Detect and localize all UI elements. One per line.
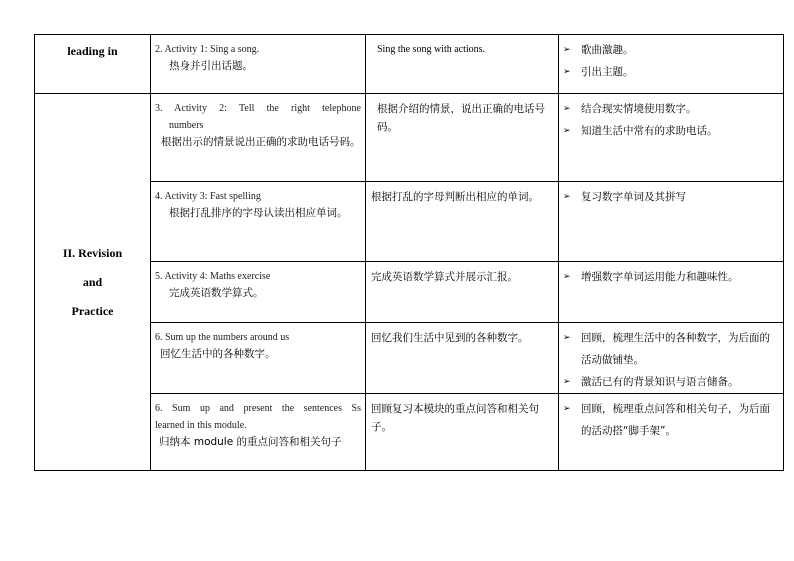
arrow-bullet-icon: ➢ xyxy=(563,192,571,202)
step-en: learned in this module. xyxy=(155,420,247,431)
step-en: 5. Activity 4: Maths exercise xyxy=(155,271,271,282)
aim-item: ➢ 回顾，梳理生活中的各种数字，为后面的活动做铺垫。 xyxy=(563,327,779,371)
aims-cell xyxy=(559,182,784,262)
activity-cell xyxy=(366,394,559,471)
arrow-bullet-icon: ➢ xyxy=(563,272,571,282)
activity-cell xyxy=(366,94,559,182)
arrow-bullet-icon: ➢ xyxy=(563,333,571,343)
arrow-bullet-icon: ➢ xyxy=(563,126,571,136)
aim-item: ➢ 增强数字单词运用能力和趣味性。 xyxy=(563,266,779,288)
step-en: 6. Sum up the numbers around us xyxy=(155,332,290,343)
aims-cell xyxy=(559,35,784,94)
step-cell xyxy=(151,182,366,262)
lesson-plan-table xyxy=(34,34,784,471)
aim-item: ➢ 复习数字单词及其拼写 xyxy=(563,186,779,208)
step-cell xyxy=(151,323,366,394)
step-cell xyxy=(151,394,366,471)
stage-leading-in xyxy=(35,35,151,94)
step-en: numbers xyxy=(169,120,204,131)
step-cn: 根据出示的情景说出正确的求助电话号码。 xyxy=(161,136,361,148)
activity-cell xyxy=(366,35,559,94)
table-row xyxy=(35,35,784,94)
activity-text: 完成英语数学算式并展示汇报。 xyxy=(371,271,518,283)
step-en: 6. Sum up and present the sentences Ss xyxy=(155,403,361,414)
arrow-bullet-icon: ➢ xyxy=(563,67,571,77)
activity-text: 回顾复习本模块的重点问答和相关句子。 xyxy=(371,403,539,433)
aims-cell xyxy=(559,94,784,182)
activity-text: 根据介绍的情景，说出正确的电话号码。 xyxy=(377,103,545,133)
aim-item: ➢ 歌曲激趣。 xyxy=(563,39,779,61)
stage-label-line: II. Revision xyxy=(62,245,123,260)
step-en: 3. Activity 2: Tell the right telephone xyxy=(155,103,361,114)
aims-cell xyxy=(559,394,784,471)
step-cn: 完成英语数学算式。 xyxy=(169,287,264,299)
activity-text: 回忆我们生活中见到的各种数字。 xyxy=(371,332,529,344)
arrow-bullet-icon: ➢ xyxy=(563,377,571,387)
aims-cell xyxy=(559,323,784,394)
arrow-bullet-icon: ➢ xyxy=(563,404,571,414)
step-cell xyxy=(151,35,366,94)
step-en: 4. Activity 3: Fast spelling xyxy=(155,191,261,202)
activity-cell xyxy=(366,323,559,394)
stage-label-line: and xyxy=(82,274,103,289)
arrow-bullet-icon: ➢ xyxy=(563,45,571,55)
aim-item: ➢ 知道生活中常有的求助电话。 xyxy=(563,120,779,142)
aim-item: ➢ 回顾，梳理重点问答和相关句子，为后面的活动搭“脚手架”。 xyxy=(563,398,779,442)
activity-cell xyxy=(366,182,559,262)
stage-revision-practice xyxy=(35,94,151,471)
activity-cell xyxy=(366,262,559,323)
step-cell xyxy=(151,262,366,323)
step-cn: 归纳本 module 的重点问答和相关句子 xyxy=(159,436,342,448)
aims-cell xyxy=(559,262,784,323)
activity-text: 根据打乱的字母判断出相应的单词。 xyxy=(371,191,539,203)
step-cn: 回忆生活中的各种数字。 xyxy=(160,348,276,360)
stage-label-line: Practice xyxy=(71,303,114,318)
step-cell xyxy=(151,94,366,182)
aim-item: ➢ 引出主题。 xyxy=(563,61,779,83)
activity-text: Sing the song with actions. xyxy=(377,44,486,55)
aim-item: ➢ 结合现实情境使用数字。 xyxy=(563,98,779,120)
stage-label: leading in xyxy=(67,44,118,58)
aim-item: ➢ 激活已有的背景知识与语言储备。 xyxy=(563,371,779,393)
step-en: 2. Activity 1: Sing a song. xyxy=(155,44,260,55)
table-row xyxy=(35,94,784,182)
arrow-bullet-icon: ➢ xyxy=(563,104,571,114)
step-cn: 热身并引出话题。 xyxy=(169,60,253,72)
step-cn: 根据打乱排序的字母认读出相应单词。 xyxy=(169,207,348,219)
